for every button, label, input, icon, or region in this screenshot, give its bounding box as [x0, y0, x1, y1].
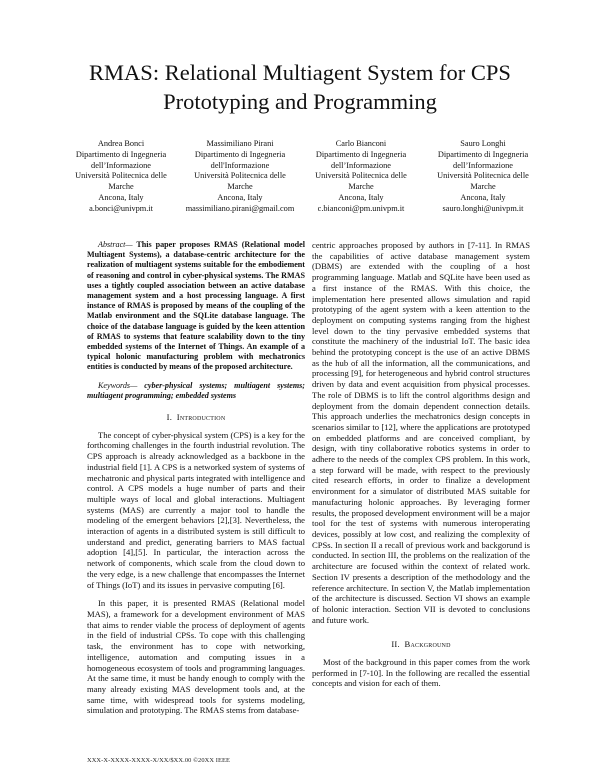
author-affiliation-line: dell’Informazione [453, 160, 513, 170]
author-affiliation-line: Università Politecnica delle [194, 171, 286, 181]
author-email: a.bonci@univpm.it [89, 203, 153, 213]
author-affiliation-line: Marche [108, 182, 134, 192]
abstract-label: Abstract— [98, 240, 133, 249]
intro-paragraph-2: In this paper, it is presented RMAS (Relational model MAS), a framework for a development environment of MAS that aims to render viable the process of deployment of agents in the field of industrial CPSs. To cope with this challenging task, the environment has to cope with networking, intelligence, automation and computing issues in a homogeneous ecosystem of tools and programming languages. At the same time, it must be handy enough to comply with the many already existing MAS development tools and, at the same time, with widespread tools for systems modeling, simulation and prototyping. The RMAS stems from database- [87, 598, 305, 716]
author-affiliation-line: dell’Informazione [331, 160, 391, 170]
author-affiliation-line: dell'Informazione [210, 160, 270, 170]
author-affiliation-line: Università Politecnica delle [315, 171, 407, 181]
keywords-label: Keywords— [98, 380, 138, 390]
author-affiliation-line: Marche [348, 182, 374, 192]
author-affiliation-line: Dipartimento di Ingegneria [194, 149, 286, 159]
author-2 [181, 139, 299, 215]
intro-paragraph-1: The concept of cyber-physical system (CPS) is a key for the forthcoming challenges in the fourth industrial revolution. The CPS approach is already acknowledged as a backbone in the industrial field [1]. A CPS is a networked system of systems of mechatronic and physical parts integrated with intelligence and control. A CPS models a huge number of parts and their multiple ways of local and global interactions. Multiagent systems (MAS) are currently a major tool to handle the modeling of the emergent behaviors [2],[3]. Nevertheless, the interaction of agents in a distributed system is still difficult to understand and predict, generating barriers to MAS factual adoption [4],[5]. In particular, the interaction across the network of components, which scale from the cloud down to the very edge, is a new challenge that encompasses the Internet of Things (IoT) and its issues in pervasive computing [6]. [87, 429, 305, 590]
author-affiliation-line: Dipartimento di Ingegneria [437, 149, 529, 159]
section-heading-background [312, 639, 530, 650]
author-name: Massimiliano Pirani [206, 139, 274, 148]
author-name: Sauro Longhi [460, 139, 506, 148]
abstract [87, 240, 305, 373]
background-paragraph-1: Most of the background in this paper comes from the work performed in [7-10]. In the following are recalled the essential concepts and vision for each of them. [312, 657, 530, 689]
intro-paragraph-continued: centric approaches proposed by authors in [7-11]. In RMAS the capabilities of active database management system (DBMS) are extended with the coupling of a host programming language. Matlab and SQLite have been used as a first instance of the RMAS. With this choice, the implementation here presented allows simulation and rapid prototyping of the agent system with a keen attention to the deployment on computing systems ranging from the highest level down to the tiny pervasive embedded systems that constitute the machinery of the industrial IoT. The basic idea behind the prototyping concept is the use of an active DBMS as the hub of all the information, all the communications, and processing [9], for heterogeneous and hybrid control structures driven by data and event acquisition from physical processes. The role of DBMS is to lift the control algorithms design and deployment from the domain dependent connection details. This approach underlies the mechatronics design concepts in scenarios similar to [12], where the applications are prototyped on embedded platforms and are conceived compliant, by design, with tiny collaborative robotics systems in order to adhere to the needs of the complex CPS problem. In this work, a step forward will be made, with respect to the previously cited research efforts, in order to finalize a development environment for a simulator of distributed MAS suitable for manufacturing holonic approaches. By leveraging former results, the proposed development environment will be a major tool for the test of systems with numerous interoperating devices, possibly at low cost, and realizing the complexity of CPSs. In section II a recall of previous work and backgorund is conducted. In section III, the problems on the realization of the architecture are focused within the context of related work. Section IV presents a description of the methodology and the reference architecture. In section V, the Matlab implementation of the architecture is discussed. Section VI shows an example of holonic interaction. Section VII is devoted to conclusions and future work. [312, 240, 530, 625]
author-name: Carlo Bianconi [335, 139, 387, 148]
copyright-footer: XXX-X-XXXX-XXXX-X/XX/$XX.00 ©20XX IEEE [87, 757, 231, 764]
section-heading-introduction [87, 412, 305, 423]
author-email: massimiliano.pirani@gmail.com [185, 203, 295, 213]
author-email: sauro.longhi@univpm.it [442, 203, 524, 213]
right-column [312, 240, 530, 689]
author-location: Ancona, Italy [217, 192, 263, 202]
author-name: Andrea Bonci [97, 139, 145, 148]
author-affiliation-line: Università Politecnica delle [75, 171, 167, 181]
keywords-text: cyber-physical systems; multiagent systems; multiagent programming; embedded systems [87, 380, 305, 400]
author-3 [302, 139, 420, 215]
author-location: Ancona, Italy [98, 192, 144, 202]
abstract-text: This paper proposes RMAS (Relational model Multiagent Systems), a database-centric architecture for the realization of multiagent systems suitable for the embodiement of reasoning and control in cyber-physical systems. The RMAS uses a tightly coupled association between an active database management system and a host processing language. A first instance of RMAS is proposed by means of the coupling of the Matlab environment and the SQLite database language. The choice of the database language is guided by the keen attention of RMAS to systems that feature scalability down to the tiny embedded systems of the Internet of Things. An example of a typical holonic manufacturing problem with mechatronics entities is conducted by means of the proposed architecture. [87, 240, 305, 372]
author-1 [62, 139, 180, 215]
author-affiliation-line: Dipartimento di Ingegneria [315, 149, 407, 159]
section-number: II. [391, 639, 400, 650]
author-affiliation-line: Marche [470, 182, 496, 192]
author-block [62, 139, 542, 219]
section-number: I. [166, 412, 173, 423]
paper-title: RMAS: Relational Multiagent System for CPS Prototyping and Programming [89, 60, 511, 114]
keywords [87, 381, 305, 401]
author-location: Ancona, Italy [460, 192, 506, 202]
section-title: Introduction [176, 412, 226, 423]
author-affiliation-line: dell’Informazione [91, 160, 151, 170]
author-email: c.bianconi@pm.univpm.it [317, 203, 405, 213]
section-title: Background [404, 639, 451, 650]
left-column [87, 240, 305, 716]
author-4 [424, 139, 542, 215]
author-location: Ancona, Italy [338, 192, 384, 202]
author-affiliation-line: Dipartimento di Ingegneria [75, 149, 167, 159]
author-affiliation-line: Università Politecnica delle [437, 171, 529, 181]
author-affiliation-line: Marche [227, 182, 253, 192]
